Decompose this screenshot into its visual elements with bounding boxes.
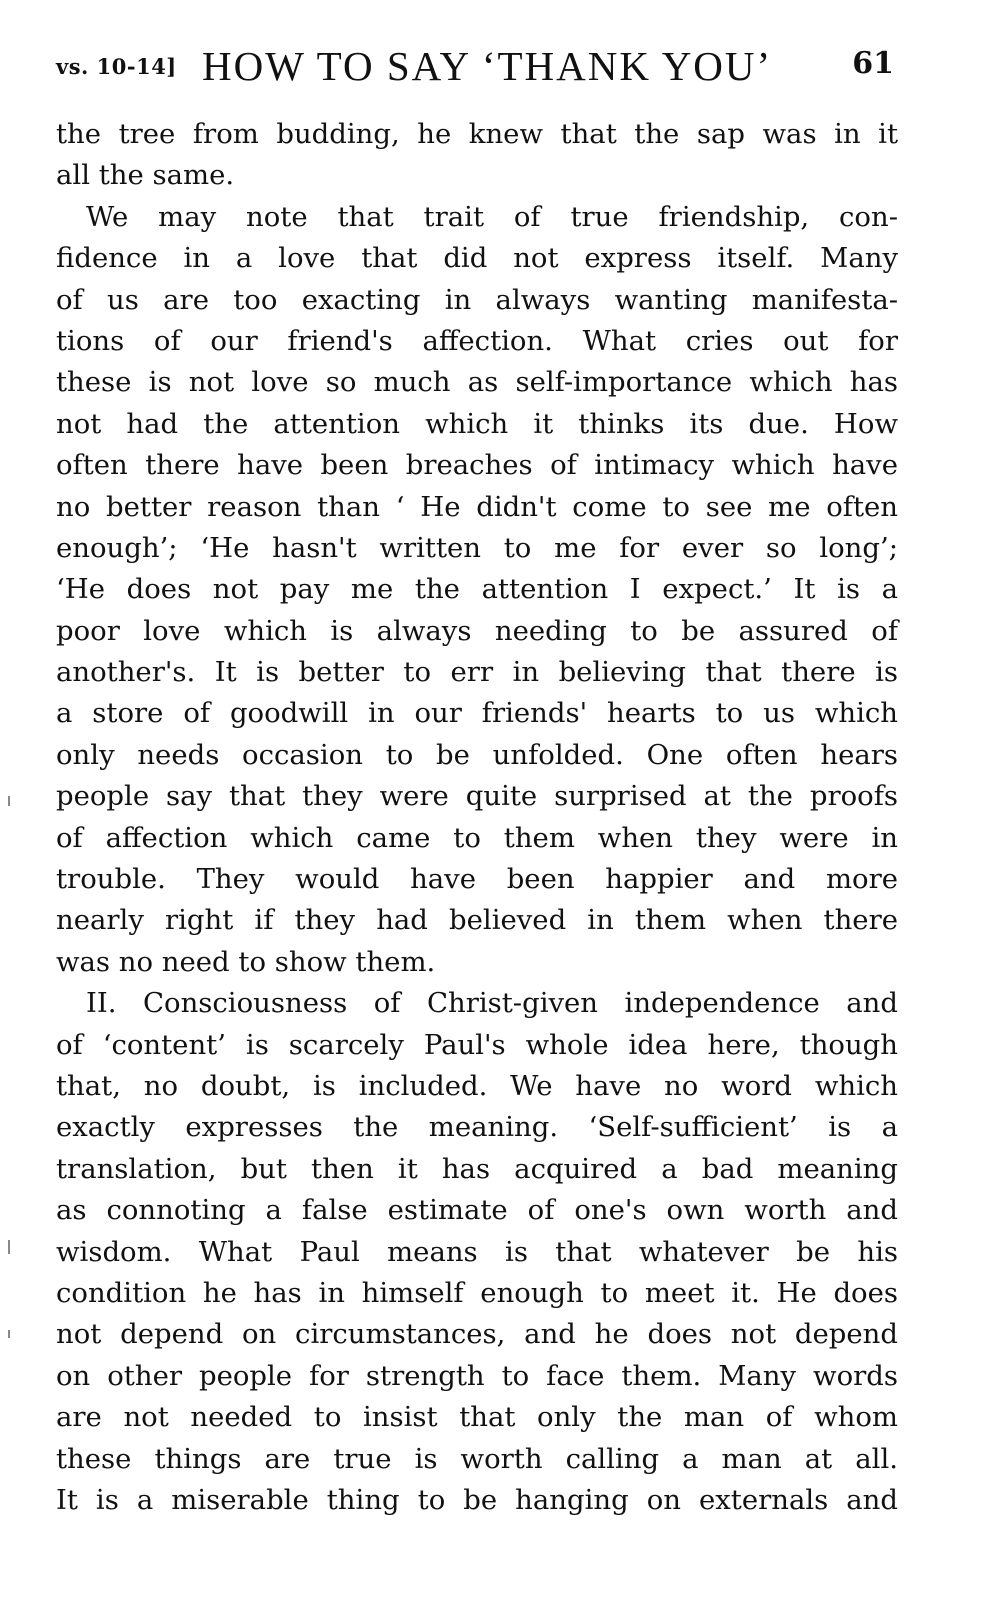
paragraph <box>56 114 898 197</box>
text-line: fidence in a love that did not express itself. Many <box>56 242 898 275</box>
text-line: are not needed to insist that only the man of whom <box>56 1401 898 1434</box>
body-text <box>56 114 898 1521</box>
verse-reference: vs. 10-14] <box>56 54 177 79</box>
text-line: of us are too exacting in always wanting manifesta- <box>56 283 898 316</box>
text-line: the tree from budding, he knew that the sap was in it <box>56 118 898 150</box>
text-line: no better reason than ‘ He didn't come to see me often <box>56 490 898 523</box>
text-line: exactly expresses the meaning. ‘Self-sufficient’ is a <box>56 1111 898 1144</box>
text-line: only needs occasion to be unfolded. One often hears <box>56 738 898 771</box>
text-line: condition he has in himself enough to meet it. He does <box>56 1276 898 1309</box>
page-number: 61 <box>852 46 894 81</box>
text-line: not had the attention which it thinks its due. How <box>56 407 898 440</box>
text-line: It is a miserable thing to be hanging on externals and <box>56 1483 898 1516</box>
text-line: of affection which came to them when they were in <box>56 821 898 854</box>
text-line: a store of goodwill in our friends' hearts to us which <box>56 697 898 730</box>
text-line: as connoting a false estimate of one's own worth and <box>56 1194 898 1227</box>
text-line: of ‘content’ is scarcely Paul's whole idea here, though <box>56 1028 898 1061</box>
text-line: another's. It is better to err in believing that there is <box>56 656 898 689</box>
text-line: that, no doubt, is included. We have no word which <box>56 1069 898 1102</box>
text-line: translation, but then it has acquired a bad meaning <box>56 1152 898 1185</box>
text-line: people say that they were quite surprised at the proofs <box>56 780 898 813</box>
text-line: all the same. <box>56 159 235 192</box>
text-line: often there have been breaches of intimacy which have <box>56 449 898 482</box>
text-line: tions of our friend's affection. What cries out for <box>56 324 898 357</box>
running-head <box>56 42 900 92</box>
text-line: on other people for strength to face them. Many words <box>56 1359 898 1392</box>
text-line: was no need to show them. <box>56 945 436 978</box>
text-line: poor love which is always needing to be assured of <box>56 614 898 647</box>
text-line: these is not love so much as self-importance which has <box>56 366 898 399</box>
text-line: We may note that trait of true friendship, con- <box>86 200 898 233</box>
scan-mark <box>8 796 10 806</box>
text-line: ‘He does not pay me the attention I expect.’ It is a <box>56 573 898 606</box>
scan-mark <box>8 1330 10 1338</box>
text-line: trouble. They would have been happier and more <box>56 863 898 896</box>
text-line: nearly right if they had believed in them when there <box>56 904 898 937</box>
paragraph <box>56 197 898 983</box>
text-line: these things are true is worth calling a man at all. <box>56 1442 898 1475</box>
text-line: wisdom. What Paul means is that whatever be his <box>56 1235 898 1268</box>
text-line: enough’; ‘He hasn't written to me for ever so long’; <box>56 531 898 564</box>
text-line: II. Consciousness of Christ-given independence and <box>86 987 898 1020</box>
text-line: not depend on circumstances, and he does not depend <box>56 1318 898 1351</box>
page-title: HOW TO SAY ‘THANK YOU’ <box>202 43 773 89</box>
paragraph <box>56 983 898 1521</box>
scan-mark <box>8 1240 10 1254</box>
